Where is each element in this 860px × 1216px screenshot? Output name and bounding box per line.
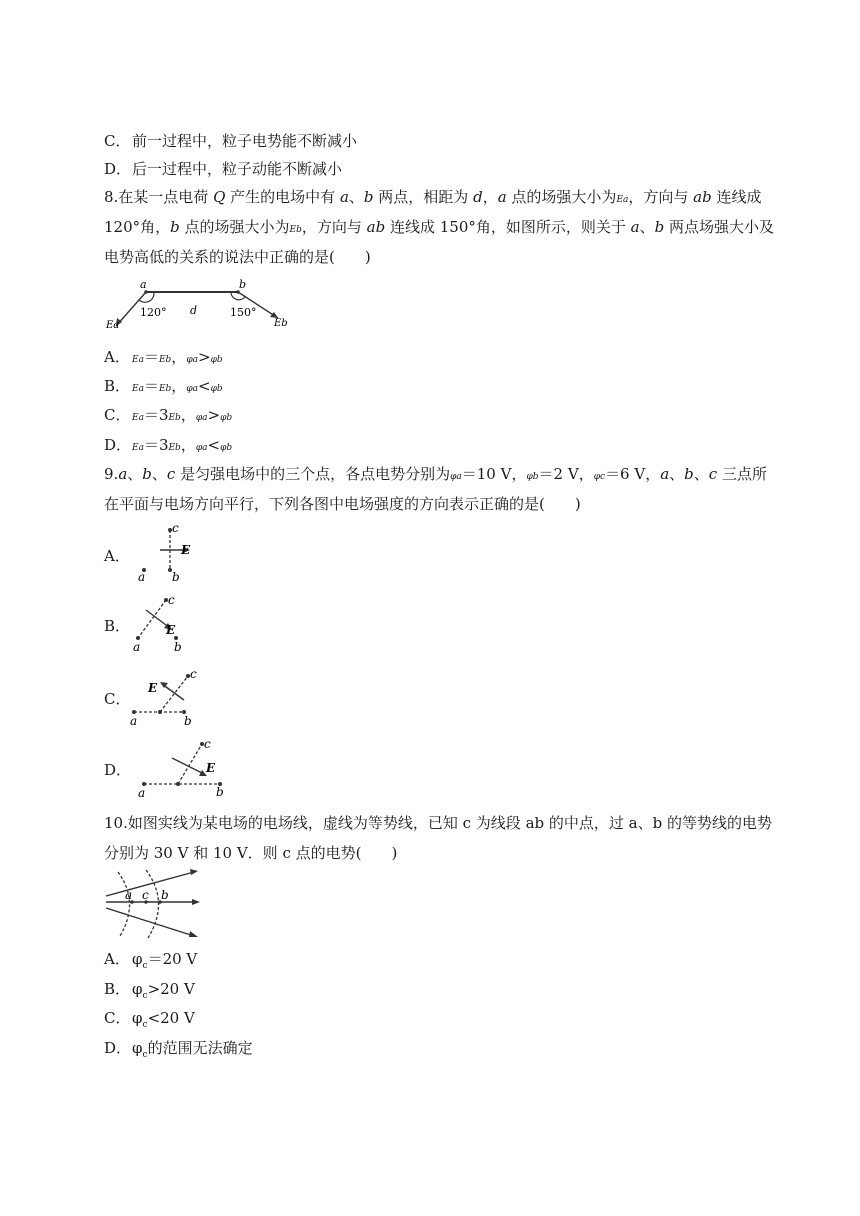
- text-run: 120°角，: [104, 218, 171, 236]
- var-phi-a: φa: [450, 472, 462, 482]
- q10-option-d: [104, 1038, 253, 1065]
- var-Eb: Eb: [289, 225, 302, 235]
- var-b: b: [142, 465, 152, 483]
- text-run: 点的场强大小为: [506, 188, 617, 206]
- field-line-middle-arrow: [192, 899, 200, 905]
- var-ab: ab: [366, 218, 386, 236]
- text-run: 8.在某一点电荷: [104, 188, 214, 206]
- text-run: ，: [482, 188, 498, 206]
- label-a: a: [125, 888, 133, 902]
- label-d: d: [190, 304, 198, 317]
- q8-option-a: [104, 347, 223, 370]
- label-a: a: [140, 278, 147, 291]
- var-phi-a: φa: [195, 413, 208, 423]
- text-run: 、: [348, 188, 364, 206]
- var-phi-b: φb: [220, 413, 233, 423]
- text-run: ＝3: [143, 436, 169, 454]
- phi-subscript: c: [142, 1050, 148, 1060]
- var-b: b: [170, 218, 180, 236]
- var-a: a: [118, 465, 128, 483]
- q8-stem-line-1: [104, 187, 761, 210]
- label-c: c: [172, 522, 179, 535]
- field-line-top-arrow: [190, 869, 198, 875]
- phi-subscript: c: [142, 991, 148, 1001]
- angle-arc-b: [231, 293, 245, 300]
- q8-figure: [104, 278, 294, 334]
- text-run: ＝2 V，: [538, 465, 594, 483]
- phi-symbol: φ: [132, 1039, 143, 1057]
- equipotential-a: [118, 872, 133, 936]
- option-label: B．: [104, 980, 131, 998]
- q9-option-c-label: C．: [104, 690, 131, 708]
- text-run: ＝: [143, 348, 159, 366]
- label-Eb: Eb: [274, 318, 288, 329]
- option-text: ＝20 V: [147, 950, 198, 968]
- option-label: D．: [104, 160, 132, 178]
- text-run: 、: [639, 218, 655, 236]
- q7-option-d: [104, 159, 342, 179]
- option-text: <20 V: [147, 1009, 195, 1027]
- q8-option-b: [104, 376, 223, 399]
- var-b: b: [363, 188, 374, 206]
- phi-subscript: c: [142, 1020, 148, 1030]
- option-label: B．: [104, 377, 131, 395]
- text-run: >: [207, 406, 221, 424]
- label-E: E: [206, 761, 216, 775]
- text-run: ＝6 V，: [605, 465, 661, 483]
- var-Ea: Ea: [132, 384, 144, 394]
- q9-option-d-label: D．: [104, 761, 132, 779]
- option-label: C．: [104, 406, 131, 424]
- label-a: a: [133, 640, 141, 654]
- q10-option-a: [104, 949, 197, 976]
- var-phi-b: φb: [220, 443, 233, 453]
- text-run: <: [207, 436, 221, 454]
- label-angle-120: 120°: [140, 306, 167, 319]
- option-label: A．: [104, 348, 130, 366]
- text-run: 、: [693, 465, 709, 483]
- q9-figure-d: [134, 736, 234, 800]
- label-a: a: [138, 570, 146, 584]
- q8-stem-line-2: [104, 217, 774, 240]
- text-run: 两点场强大小及: [664, 218, 774, 236]
- label-c: c: [190, 667, 197, 681]
- text-run: ，: [171, 377, 187, 395]
- q10-option-c: [104, 1008, 195, 1035]
- text-run: 、: [127, 465, 143, 483]
- q9-stem-line-2: 在平面与电场方向平行，下列各图中电场强度的方向表示正确的是( ): [104, 495, 581, 513]
- var-Ea: Ea: [616, 195, 629, 205]
- option-text: 后一过程中，粒子动能不断减小: [132, 160, 343, 178]
- label-E: E: [181, 543, 191, 557]
- text-run: 点的场强大小为: [179, 218, 290, 236]
- option-label: A．: [104, 950, 130, 968]
- var-a: a: [497, 188, 507, 206]
- label-b: b: [216, 785, 224, 799]
- var-phi-b: φb: [210, 384, 223, 394]
- label-E: E: [148, 681, 158, 695]
- phi-symbol: φ: [132, 1009, 143, 1027]
- field-E-line: [172, 758, 204, 774]
- text-run: ，方向与: [301, 218, 367, 236]
- text-run: ，方向与: [628, 188, 694, 206]
- var-Ea: Ea: [132, 443, 144, 453]
- text-run: <: [197, 377, 211, 395]
- dashed-line-ca: [138, 600, 166, 638]
- option-label: C．: [104, 132, 131, 150]
- phi-symbol: φ: [132, 950, 143, 968]
- text-run: 、: [151, 465, 167, 483]
- q10-figure: [104, 866, 214, 940]
- text-run: ，: [171, 348, 187, 366]
- equipotential-b: [146, 870, 159, 938]
- text-run: ，: [180, 406, 196, 424]
- label-angle-150: 150°: [230, 306, 257, 319]
- text-run: 、: [669, 465, 685, 483]
- q9-figure-c: [126, 664, 206, 728]
- var-phi-c: φc: [593, 472, 606, 482]
- field-line-bottom: [106, 908, 194, 936]
- text-run: 两点，相距为: [373, 188, 474, 206]
- point-mid: [158, 710, 162, 714]
- q8-option-c: [104, 405, 232, 428]
- var-Q: Q: [213, 188, 226, 206]
- text-run: ＝: [143, 377, 159, 395]
- label-b: b: [184, 714, 192, 728]
- field-line-bottom-arrow: [189, 931, 198, 937]
- text-run: 连线成 150°角，如图所示，则关于: [385, 218, 631, 236]
- text-run: ＝10 V，: [461, 465, 527, 483]
- var-c: c: [708, 465, 718, 483]
- option-label: D．: [104, 436, 132, 454]
- var-Eb: Eb: [158, 355, 172, 365]
- label-b: b: [239, 278, 247, 291]
- var-a: a: [660, 465, 670, 483]
- var-phi-a: φa: [186, 384, 198, 394]
- q10-stem-line-2: 分别为 30 V 和 10 V．则 c 点的电势( ): [104, 844, 398, 862]
- text-run: 连线成: [711, 188, 762, 206]
- option-text: >20 V: [147, 980, 195, 998]
- label-c: c: [168, 593, 175, 607]
- q10-stem-line-1: 10.如图实线为某电场的电场线，虚线为等势线，已知 c 为线段 ab 的中点，过 a、b 的等势线的电势: [104, 814, 772, 832]
- var-a: a: [630, 218, 640, 236]
- label-a: a: [130, 714, 138, 728]
- label-c: c: [142, 888, 149, 902]
- option-label: D．: [104, 1039, 132, 1057]
- var-phi-b: φb: [210, 355, 223, 365]
- q8-option-d: [104, 435, 232, 458]
- var-b: b: [654, 218, 665, 236]
- var-ab: ab: [693, 188, 712, 206]
- text-run: 三点所: [717, 465, 767, 483]
- var-Ea: Ea: [132, 355, 144, 365]
- var-a: a: [339, 188, 349, 206]
- var-d: d: [473, 188, 483, 206]
- text-run: 产生的电场中有: [225, 188, 340, 206]
- var-phi-a: φa: [195, 443, 208, 453]
- q9-figure-b: [128, 592, 198, 656]
- text-run: ＝3: [143, 406, 169, 424]
- text-run: 9.: [104, 465, 119, 483]
- label-c: c: [204, 737, 211, 751]
- option-label: C．: [104, 1009, 131, 1027]
- dashed-line-mid-c: [178, 744, 202, 784]
- var-Eb: Eb: [168, 443, 181, 453]
- q9-stem-line-1: [104, 464, 767, 487]
- var-c: c: [166, 465, 176, 483]
- var-Ea: Ea: [132, 413, 144, 423]
- label-b: b: [172, 570, 180, 584]
- label-E: E: [166, 623, 176, 637]
- q10-option-b: [104, 979, 195, 1006]
- var-Eb: Eb: [168, 413, 181, 423]
- var-Eb: Eb: [158, 384, 172, 394]
- label-b: b: [161, 888, 169, 902]
- option-text: 的范围无法确定: [147, 1039, 253, 1057]
- q8-stem-line-3: 电势高低的关系的说法中正确的是( ): [104, 248, 371, 266]
- q9-option-a-label: A．: [104, 547, 130, 565]
- q9-option-b-label: B．: [104, 617, 131, 635]
- label-a: a: [138, 786, 146, 800]
- text-run: >: [197, 348, 211, 366]
- var-b: b: [684, 465, 694, 483]
- phi-subscript: c: [142, 961, 148, 971]
- point-mid: [176, 782, 180, 786]
- var-phi-a: φa: [186, 355, 198, 365]
- dashed-line-mid-c: [160, 676, 188, 712]
- label-b: b: [174, 640, 182, 654]
- var-phi-b: φb: [526, 472, 539, 482]
- text-run: ，: [180, 436, 196, 454]
- q7-option-c: [104, 131, 357, 151]
- phi-symbol: φ: [132, 980, 143, 998]
- label-Ea: Ea: [106, 320, 120, 331]
- text-run: 是匀强电场中的三个点，各点电势分别为: [175, 465, 451, 483]
- q9-figure-a: [130, 522, 200, 584]
- option-text: 前一过程中，粒子电势能不断减小: [132, 132, 358, 150]
